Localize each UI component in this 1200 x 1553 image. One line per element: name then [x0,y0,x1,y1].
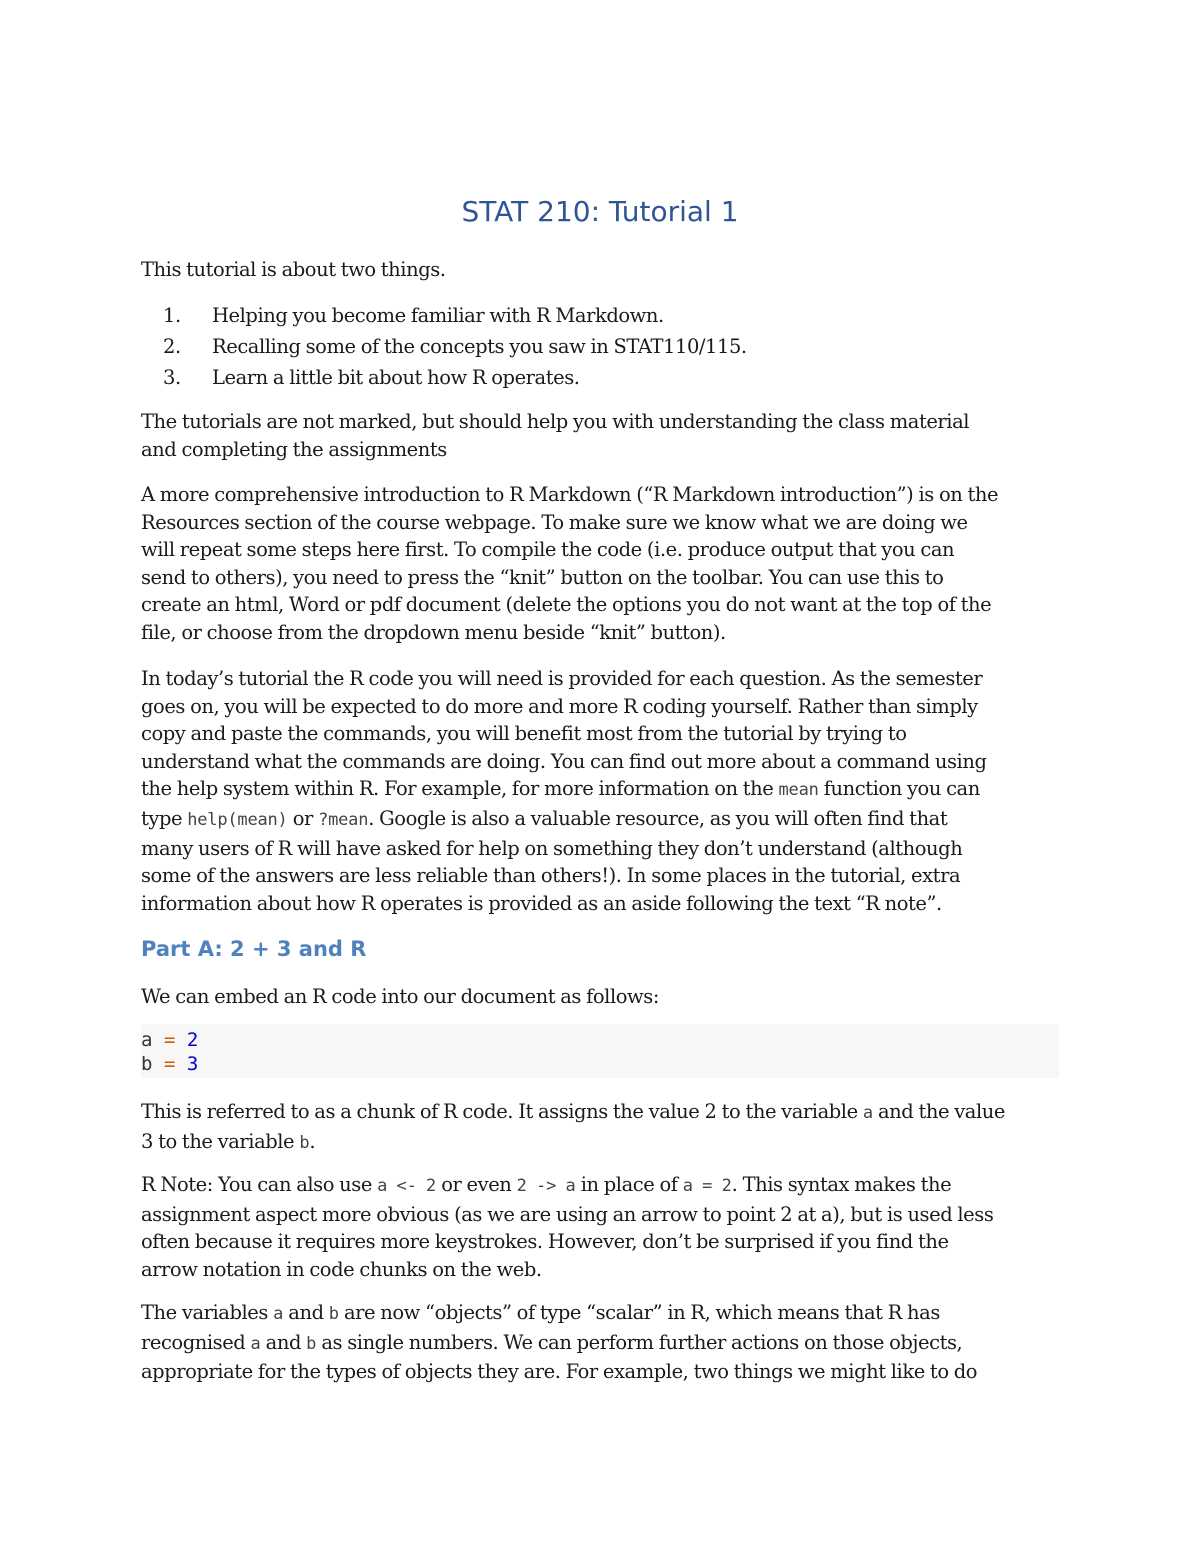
text-line: send to others), you need to press the “knit” button on the toolbar. You can use this to [141,565,944,589]
text-line: will repeat some steps here first. To compile the code (i.e. produce output that you can [141,538,955,562]
list-text: Learn a little bit about how R operates. [212,366,580,389]
list-item [163,333,1043,361]
inline-code: b [299,1132,310,1153]
text-line: appropriate for the types of objects they are. For example, two things we might like to do [141,1360,978,1384]
text-run: . [309,1129,316,1153]
code-line [141,1027,198,1053]
paragraph-chunk [141,1098,1061,1157]
text-line: and completing the assignments [141,437,447,461]
text-line: goes on, you will be expected to do more and more R coding yourself. Rather than simply [141,694,978,718]
text-run: and [283,1301,329,1324]
text-run: in place of [575,1173,683,1196]
list-text: Recalling some of the concepts you saw in STAT110/115. [212,335,747,358]
text-line: file, or choose from the dropdown menu beside “knit” button). [141,620,726,644]
text-line: often because it requires more keystrokes. However, don’t be surprised if you find the [141,1230,949,1254]
list-item [163,302,1043,330]
inline-code: a <- 2 [377,1176,437,1196]
inline-code: a [273,1304,284,1324]
paragraph-tutorials [141,408,1061,463]
text-run: as single numbers. We can perform further actions on those objects, [316,1330,963,1354]
text-line: Resources section of the course webpage. To make sure we know what we are doing we [141,510,968,534]
text-line: The tutorials are not marked, but should help you with understanding the class material [141,410,970,433]
paragraph-variables [141,1299,1061,1386]
text-line [141,1128,1061,1158]
embed-text: We can embed an R code into our document as follows: [141,985,659,1008]
paragraph-more-intro [141,481,1061,647]
paragraph-today [141,665,1061,917]
text-line: copy and paste the commands, you will benefit most from the tutorial by trying to [141,722,907,746]
list-number: 3. [163,366,181,389]
list-text: Helping you become familiar with R Markdown. [212,304,664,327]
paragraph-r-note [141,1171,1061,1283]
text-line [141,1171,1061,1201]
text-line: assignment aspect more obvious (as we are using an arrow to point 2 at a), but is used less [141,1202,994,1226]
inline-code: ?mean [318,809,369,830]
code-chunk [141,1024,1059,1078]
code-variable: b [141,1053,153,1075]
text-line [141,1098,1061,1128]
text-line [141,775,1061,805]
inline-code: 2 -> a [516,1176,576,1196]
text-line: arrow notation in code chunks on the web. [141,1257,542,1281]
inline-code: a = 2 [682,1176,732,1196]
text-run: and [260,1330,307,1354]
text-run: This is referred to as a chunk of R code. It assigns the value 2 to the variable [141,1100,863,1123]
code-variable: a [141,1029,153,1051]
inline-code: help(mean) [187,809,288,830]
inline-code: mean [778,780,819,801]
list-number: 2. [163,335,181,358]
text-line: information about how R operates is provided as an aside following the text “R note”. [141,891,942,915]
code-number: 3 [186,1053,199,1075]
text-run: type [141,806,188,830]
inline-code: b [306,1333,317,1354]
text-line: understand what the commands are doing. You can find out more about a command using [141,749,987,773]
text-line [141,805,1061,835]
list-number: 1. [163,304,181,327]
text-line: some of the answers are less reliable than others!). In some places in the tutorial, extra [141,864,961,888]
text-run: the help system within R. For example, for more information on the [141,777,779,801]
text-line: many users of R will have asked for help on something they don’t understand (although [141,836,963,860]
inline-code: b [328,1304,339,1324]
code-operator: = [163,1029,176,1051]
text-run: function you can [818,777,980,801]
text-line: In today’s tutorial the R code you will need is provided for each question. As the semester [141,667,983,690]
section-heading: Part A: 2 + 3 and R [141,937,367,961]
text-line [141,1329,1061,1359]
text-run: R Note: You can also use [141,1173,378,1196]
text-run: and the value [872,1100,1005,1123]
code-number: 2 [186,1029,199,1051]
text-run: or even [436,1173,517,1196]
text-run: . This syntax makes the [731,1173,952,1196]
text-run: are now “objects” of type “scalar” in R, which means that R has [338,1301,940,1324]
text-line: create an html, Word or pdf document (delete the options you do not want at the top of the [141,593,992,617]
list-item [163,364,1043,392]
code-line [141,1051,198,1077]
text-run: recognised [141,1330,251,1354]
text-run: or [287,806,319,830]
inline-code: a [250,1333,261,1354]
text-run: The variables [141,1301,274,1324]
text-run: . Google is also a valuable resource, as you will often find that [368,806,948,830]
page-title: STAT 210: Tutorial 1 [461,195,739,228]
intro-text: This tutorial is about two things. [141,258,446,281]
text-run: 3 to the variable [141,1129,300,1153]
code-operator: = [163,1053,176,1075]
inline-code: a [862,1103,873,1123]
text-line: A more comprehensive introduction to R Markdown (“R Markdown introduction”) is on the [141,483,999,506]
text-line [141,1299,1061,1329]
